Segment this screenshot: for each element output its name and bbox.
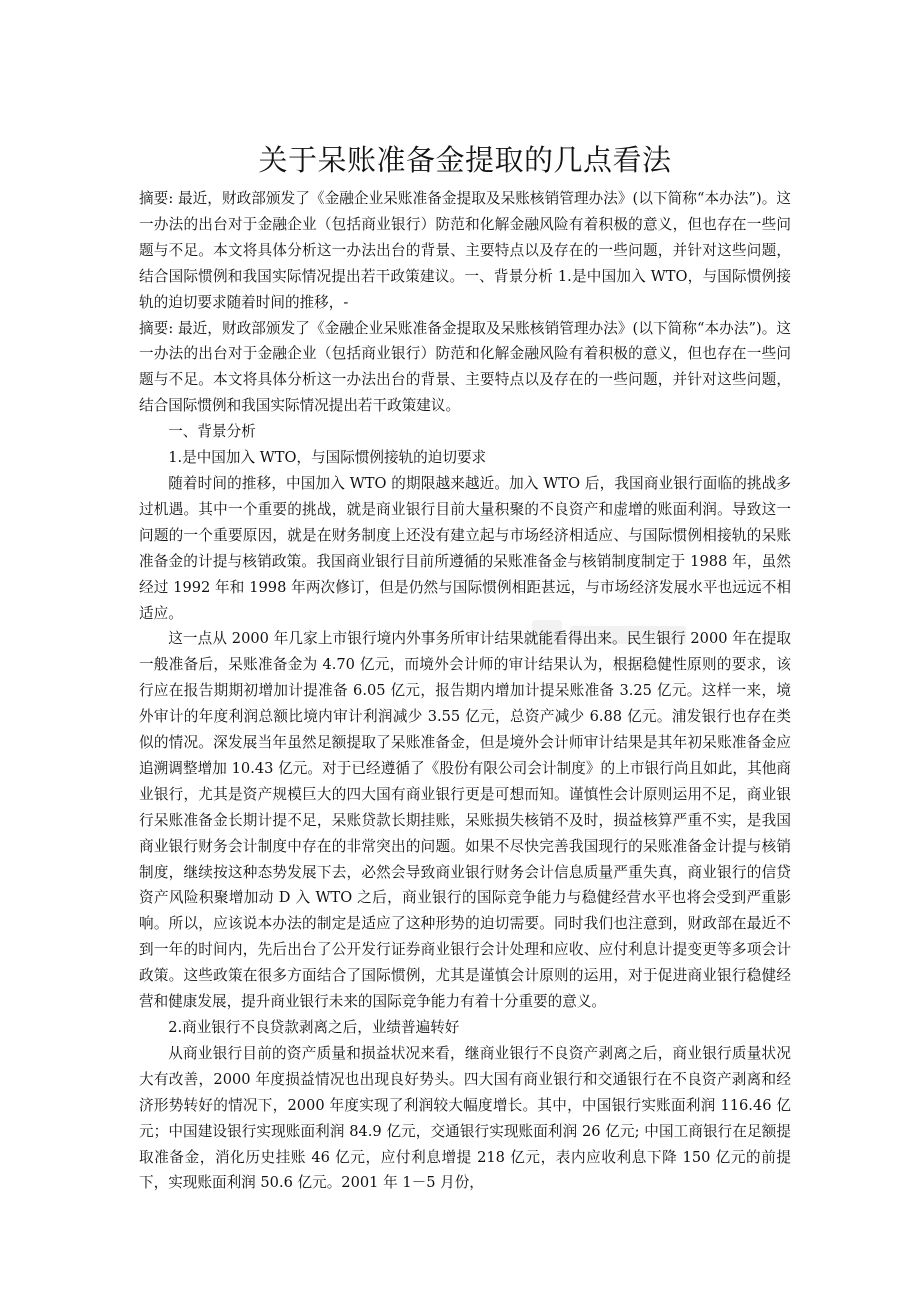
body-paragraph: 1.是中国加入 WTO，与国际惯例接轨的迫切要求 (168, 449, 487, 467)
document-title: 关于呆账准备金提取的几点看法 (258, 143, 672, 177)
body-paragraph: 这一点从 2000 年几家上市银行境内外事务所审计结果就能看得出来。民生银行 2000 年在提取一般准备后，呆账准备金为 4.70 亿元，而境外会计师的审计结果认为，根据稳健性原则的要求，该行应在报告期期初增加计提准备 6.05 亿元，报告期内增加计提呆账准备 3.25 亿元。这样一来，境外审计的年度利润总额比境内审计利润减少 3.55 亿元，总资产减少 6.88 亿元。浦发银行也存在类似的情况。深发展当年虽然足额提取了呆账准备金，但是境外会计师审计结果是其年初呆账准备金应追溯调整增加 10.43 亿元。对于已经遵循了《股份有限公司会计制度》的上市银行尚且如此，其他商业银行，尤其是资产规模巨大的四大国有商业银行更是可想而知。谨慎性会计原则运用不足，商业银行呆账准备金长期计提不足，呆账贷款长期挂账，呆账损失核销不及时，损益核算严重不实，是我国商业银行财务会计制度中存在的非常突出的问题。如果不尽快完善我国现行的呆账准备金计提与核销制度，继续按这种态势发展下去，必然会导致商业银行财务会计信息质量严重失真，商业银行的信贷资产风险积聚增加动 D 入 WTO 之后，商业银行的国际竞争能力与稳健经营水平也将会受到严重影响。所以，应该说本办法的制定是适应了这种形势的迫切需要。同时我们也注意到，财政部在最近不到一年的时间内，先后出台了公开发行证券商业银行会计处理和应收、应付利息计提变更等多项会计政策。这些政策在很多方面结合了国际惯例，尤其是谨慎会计原则的运用，对于促进商业银行稳健经营和健康发展，提升商业银行未来的国际竞争能力有着十分重要的意义。 (139, 630, 791, 1011)
body-paragraph: 一、背景分析 (168, 423, 256, 441)
body-paragraph: 随着时间的推移，中国加入 WTO 的期限越来越近。加入 WTO 后，我国商业银行面临的挑战多过机遇。其中一个重要的挑战，就是商业银行目前大量积聚的不良资产和虚增的账面利润。导致这一问题的一个重要原因，就是在财务制度上还没有建立起与市场经济相适应、与国际惯例相接轨的呆账准备金的计提与核销政策。我国商业银行目前所遵循的呆账准备金与核销制度制定于 1988 年，虽然经过 1992 年和 1998 年两次修订，但是仍然与国际惯例相距甚远，与市场经济发展水平也远远不相适应。 (139, 474, 791, 622)
document-body (139, 186, 791, 1196)
body-paragraph: 从商业银行目前的资产质量和损益状况来看，继商业银行不良资产剥离之后，商业银行质量状况大有改善，2000 年度损益情况也出现良好势头。四大国有商业银行和交通银行在不良资产剥离和经济形势转好的情况下，2000 年度实现了利润较大幅度增长。其中，中国银行实账面利润 116.46 亿元；中国建设银行实现账面利润 84.9 亿元，交通银行实现账面利润 26 亿元; 中国工商银行在足额提取准备金，消化历史挂账 46 亿元，应付利息增提 218 亿元，表内应收利息下降 150 亿元的前提下，实现账面利润 50.6 亿元。2001 年 1－5 月份， (139, 1044, 791, 1192)
body-paragraph: 2.商业银行不良贷款剥离之后，业绩普遍转好 (168, 1019, 460, 1036)
document-page (139, 138, 791, 1196)
body-paragraph: 摘要: 最近，财政部颁发了《金融企业呆账准备金提取及呆账核销管理办法》(以下简称“本办法”)。这一办法的出台对于金融企业（包括商业银行）防范和化解金融风险有着积极的意义，但也存在一些问题与不足。本文将具体分析这一办法出台的背景、主要特点以及存在的一些问题，并针对这些问题，结合国际惯例和我国实际情况提出若干政策建议。一、背景分析 1.是中国加入 WTO，与国际惯例接轨的迫切要求随着时间的推移，- (139, 190, 791, 311)
body-paragraph: 摘要: 最近，财政部颁发了《金融企业呆账准备金提取及呆账核销管理办法》(以下简称“本办法”)。这一办法的出台对于金融企业（包括商业银行）防范和化解金融风险有着积极的意义，但也存在一些问题与不足。本文将具体分析这一办法出台的背景、主要特点以及存在的一些问题，并针对这些问题，结合国际惯例和我国实际情况提出若干政策建议。 (139, 319, 791, 415)
